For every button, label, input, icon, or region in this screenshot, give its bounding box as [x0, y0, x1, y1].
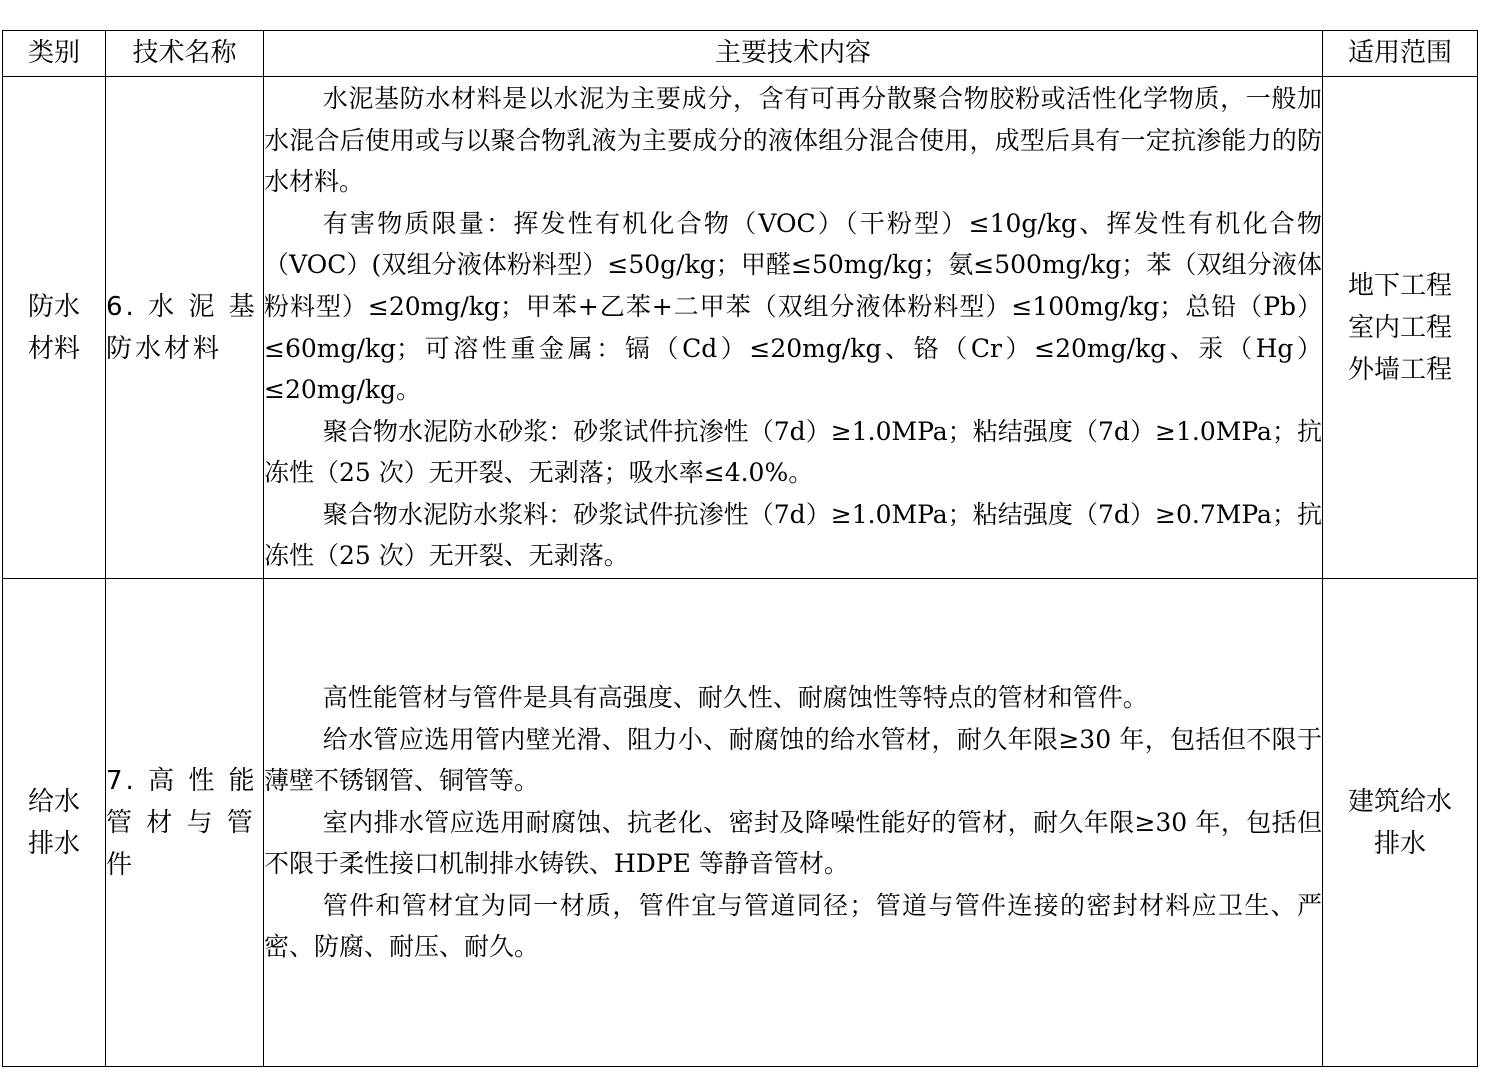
- main-content-cell: [264, 579, 1323, 1067]
- main-content-cell: [264, 77, 1323, 579]
- tech-name-line: 6. 水 泥 基: [106, 291, 258, 322]
- scope-line: 排水: [1373, 828, 1426, 859]
- category-line: 排水: [27, 828, 80, 859]
- content-paragraph: 给水管应选用管内壁光滑、阻力小、耐腐蚀的给水管材，耐久年限≥30 年，包括但不限于薄壁不锈钢管、铜管等。: [264, 724, 1322, 796]
- header-tech-name: 技术名称: [106, 31, 264, 77]
- content-paragraph: 高性能管材与管件是具有高强度、耐久性、耐腐蚀性等特点的管材和管件。: [322, 682, 1148, 712]
- category-cell: [3, 77, 106, 579]
- category-line: 防水: [27, 291, 80, 322]
- technology-table: [2, 30, 1478, 1067]
- content-paragraph: 管件和管材宜为同一材质，管件宜与管道同径；管道与管件连接的密封材料应卫生、严密、防腐、耐压、耐久。: [264, 890, 1322, 962]
- header-category: 类别: [3, 31, 106, 77]
- header-main-content: 主要技术内容: [264, 31, 1323, 77]
- scope-line: 建筑给水: [1347, 786, 1452, 817]
- header-scope: 适用范围: [1323, 31, 1478, 77]
- tech-name-line: 防水材料: [106, 333, 223, 364]
- content-paragraph: 聚合物水泥防水砂浆：砂浆试件抗渗性（7d）≥1.0MPa；粘结强度（7d）≥1.0MPa；抗冻性（25 次）无开裂、无剥落；吸水率≤4.0%。: [264, 416, 1322, 488]
- category-line: 给水: [27, 786, 80, 817]
- table-row: [3, 77, 1478, 579]
- category-line: 材料: [27, 333, 80, 364]
- scope-line: 室内工程: [1347, 312, 1452, 343]
- scope-line: 外墙工程: [1347, 354, 1452, 385]
- tech-name-line: 7. 高 性 能: [106, 765, 258, 796]
- content-paragraph: 有害物质限量：挥发性有机化合物（VOC）（干粉型）≤10g/kg、挥发性有机化合物（VOC）(双组分液体粉料型）≤50g/kg；甲醛≤50mg/kg；氨≤500mg/kg；苯（双组分液体粉料型）≤20mg/kg；甲苯+乙苯+二甲苯（双组分液体粉料型）≤100mg/kg；总铅（Pb）≤60mg/kg；可溶性重金属：镉（Cd）≤20mg/kg、铬（Cr）≤20mg/kg、汞（Hg）≤20mg/kg。: [264, 208, 1322, 405]
- tech-name-line: 管 材 与 管: [106, 807, 256, 838]
- content-paragraph: 聚合物水泥防水浆料：砂浆试件抗渗性（7d）≥1.0MPa；粘结强度（7d）≥0.7MPa；抗冻性（25 次）无开裂、无剥落。: [264, 499, 1322, 571]
- tech-name-line: 件: [106, 849, 136, 880]
- tech-name-cell: [106, 77, 264, 579]
- table-header-row: [3, 31, 1478, 77]
- category-cell: [3, 579, 106, 1067]
- scope-cell: [1323, 77, 1478, 579]
- tech-name-cell: [106, 579, 264, 1067]
- content-paragraph: 室内排水管应选用耐腐蚀、抗老化、密封及降噪性能好的管材，耐久年限≥30 年，包括但不限于柔性接口机制排水铸铁、HDPE 等静音管材。: [264, 807, 1322, 879]
- content-paragraph: 水泥基防水材料是以水泥为主要成分，含有可再分散聚合物胶粉或活性化学物质，一般加水混合后使用或与以聚合物乳液为主要成分的液体组分混合使用，成型后具有一定抗渗能力的防水材料。: [264, 83, 1322, 197]
- scope-cell: [1323, 579, 1478, 1067]
- scope-line: 地下工程: [1347, 270, 1452, 301]
- table-row: [3, 579, 1478, 1067]
